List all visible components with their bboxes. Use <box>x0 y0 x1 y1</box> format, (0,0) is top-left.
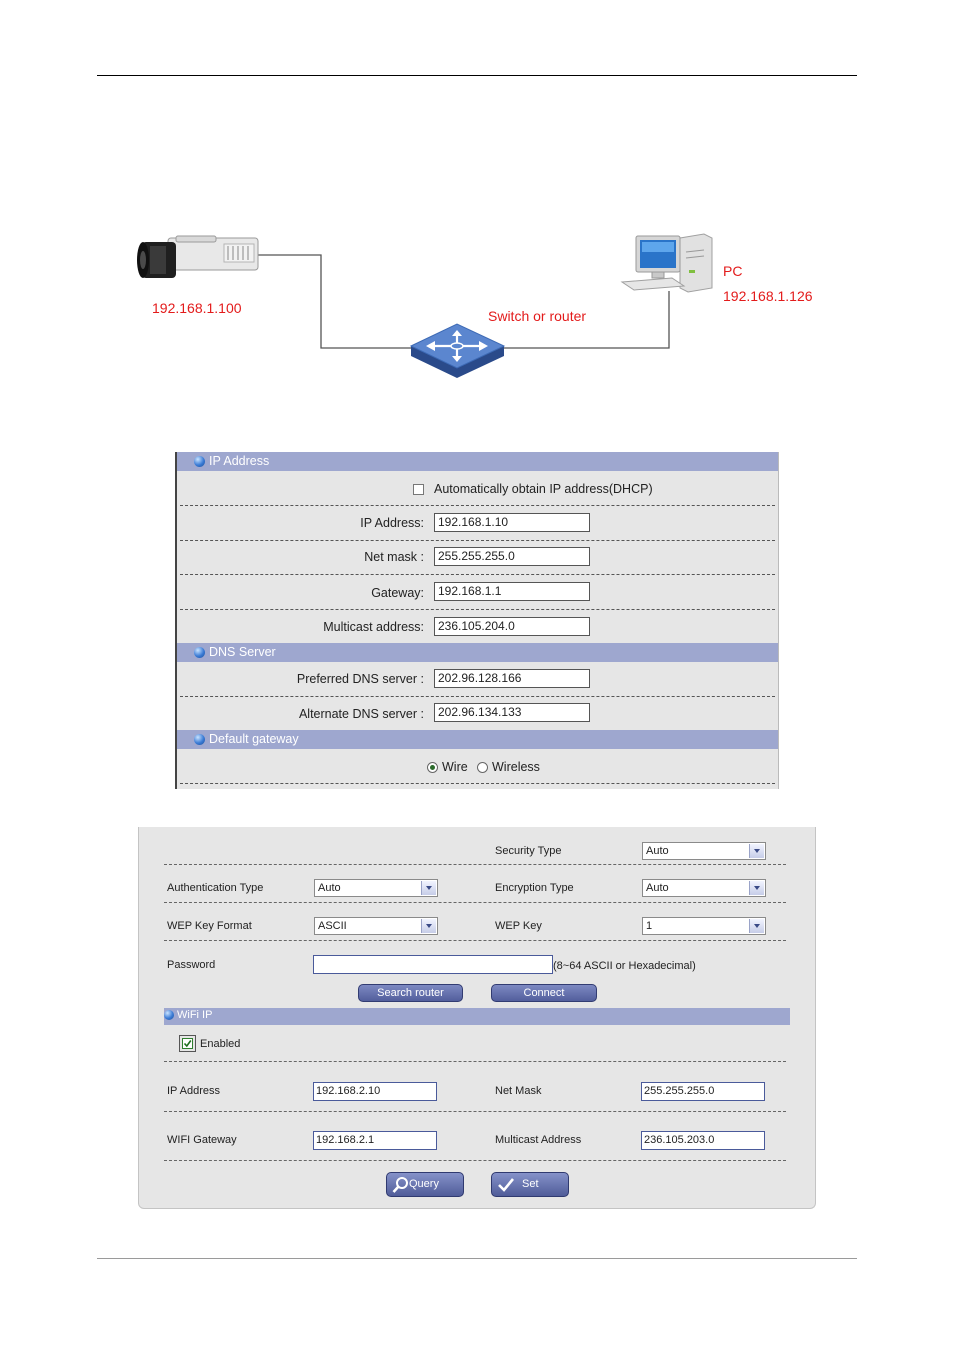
preferred-dns-input[interactable]: 202.96.128.166 <box>434 669 590 688</box>
gateway-wireless-radio[interactable] <box>477 762 488 773</box>
security-type-label: Security Type <box>495 845 562 857</box>
pc-label: PC <box>723 263 743 279</box>
select-value: 1 <box>646 920 653 932</box>
gateway-label: Gateway: <box>371 586 424 600</box>
wep-key-select[interactable] <box>642 917 766 935</box>
section-title: IP Address <box>209 454 270 468</box>
wifi-multicast-label: Multicast Address <box>495 1134 582 1146</box>
authentication-type-select[interactable] <box>314 879 438 897</box>
wifi-net-mask-label: Net Mask <box>495 1085 542 1097</box>
wifi-settings-panel <box>138 827 816 1209</box>
camera-switch-link <box>258 255 412 348</box>
ip-address-input[interactable]: 192.168.1.10 <box>434 513 590 532</box>
password-input[interactable] <box>313 955 553 974</box>
row-divider <box>164 902 786 903</box>
connect-button[interactable]: Connect <box>491 984 597 1002</box>
multicast-address-label: Multicast address: <box>323 620 424 634</box>
section-title: DNS Server <box>209 645 276 659</box>
row-divider <box>164 1160 786 1161</box>
row-divider <box>180 696 775 697</box>
password-hint: (8~64 ASCII or Hexadecimal) <box>553 960 696 972</box>
alternate-dns-label: Alternate DNS server : <box>298 707 424 721</box>
check-icon <box>183 1039 192 1048</box>
section-header-dns-server <box>177 643 778 662</box>
ip-camera-icon <box>137 236 258 278</box>
select-value: Auto <box>646 845 669 857</box>
select-value: Auto <box>646 882 669 894</box>
chevron-down-icon <box>749 844 764 858</box>
encryption-type-select[interactable] <box>642 879 766 897</box>
net-mask-input[interactable]: 255.255.255.0 <box>434 547 590 566</box>
gateway-input[interactable]: 192.168.1.1 <box>434 582 590 601</box>
encryption-type-label: Encryption Type <box>495 882 574 894</box>
wifi-ip-address-label: IP Address <box>167 1085 220 1097</box>
chevron-down-icon <box>421 919 436 933</box>
security-type-select[interactable] <box>642 842 766 860</box>
gateway-wireless-label: Wireless <box>492 760 540 774</box>
button-label: Query <box>409 1178 439 1190</box>
gateway-wire-label: Wire <box>442 760 468 774</box>
select-value: Auto <box>318 882 341 894</box>
wep-key-format-label: WEP Key Format <box>167 920 252 932</box>
search-router-button[interactable]: Search router <box>358 984 463 1002</box>
enabled-checkbox[interactable] <box>182 1038 193 1049</box>
dhcp-checkbox[interactable] <box>413 484 424 495</box>
section-title: WiFi IP <box>177 1009 213 1021</box>
section-bullet-icon <box>194 456 205 467</box>
row-divider <box>180 574 775 575</box>
switch-router-icon <box>411 324 504 378</box>
select-value: ASCII <box>318 920 347 932</box>
wifi-gateway-input[interactable]: 192.168.2.1 <box>313 1131 437 1150</box>
row-divider <box>180 505 775 506</box>
set-button[interactable] <box>491 1172 569 1197</box>
pc-icon <box>622 234 712 292</box>
password-label: Password <box>167 959 216 971</box>
chevron-down-icon <box>749 881 764 895</box>
section-bullet-icon <box>164 1010 174 1020</box>
row-divider <box>180 783 775 784</box>
pc-ip-label: 192.168.1.126 <box>723 288 813 304</box>
button-label: Set <box>522 1178 539 1190</box>
section-header-wifi-ip <box>164 1008 790 1025</box>
gateway-wire-radio[interactable] <box>427 762 438 773</box>
row-divider <box>164 864 786 865</box>
section-bullet-icon <box>194 647 205 658</box>
alternate-dns-input[interactable]: 202.96.134.133 <box>434 703 590 722</box>
row-divider <box>164 1061 786 1062</box>
camera-ip-label: 192.168.1.100 <box>152 300 242 316</box>
magnifier-icon <box>391 1175 411 1195</box>
checkmark-icon <box>496 1175 516 1195</box>
row-divider <box>180 540 775 541</box>
preferred-dns-label: Preferred DNS server : <box>296 672 424 686</box>
section-bullet-icon <box>194 734 205 745</box>
network-diagram <box>0 0 955 420</box>
wifi-ip-address-input[interactable]: 192.168.2.10 <box>313 1082 437 1101</box>
dhcp-label: Automatically obtain IP address(DHCP) <box>434 482 653 496</box>
chevron-down-icon <box>749 919 764 933</box>
net-mask-label: Net mask : <box>364 550 424 564</box>
section-title: Default gateway <box>209 732 299 746</box>
switch-label: Switch or router <box>488 308 587 324</box>
page-footer-rule <box>97 1258 857 1259</box>
wifi-multicast-input[interactable]: 236.105.203.0 <box>641 1131 765 1150</box>
multicast-address-input[interactable]: 236.105.204.0 <box>434 617 590 636</box>
section-header-ip-address <box>177 452 778 471</box>
wep-key-format-select[interactable] <box>314 917 438 935</box>
chevron-down-icon <box>421 881 436 895</box>
wifi-net-mask-input[interactable]: 255.255.255.0 <box>641 1082 765 1101</box>
authentication-type-label: Authentication Type <box>167 882 264 894</box>
ip-address-label: IP Address: <box>360 516 424 530</box>
section-header-default-gateway <box>177 730 778 749</box>
row-divider <box>164 940 786 941</box>
query-button[interactable] <box>386 1172 464 1197</box>
diagram-canvas <box>0 0 955 420</box>
ip-settings-panel <box>175 452 779 789</box>
enabled-label: Enabled <box>200 1038 241 1050</box>
row-divider <box>164 1111 786 1112</box>
row-divider <box>180 609 775 610</box>
wep-key-label: WEP Key <box>495 920 542 932</box>
wifi-gateway-label: WIFI Gateway <box>167 1134 237 1146</box>
